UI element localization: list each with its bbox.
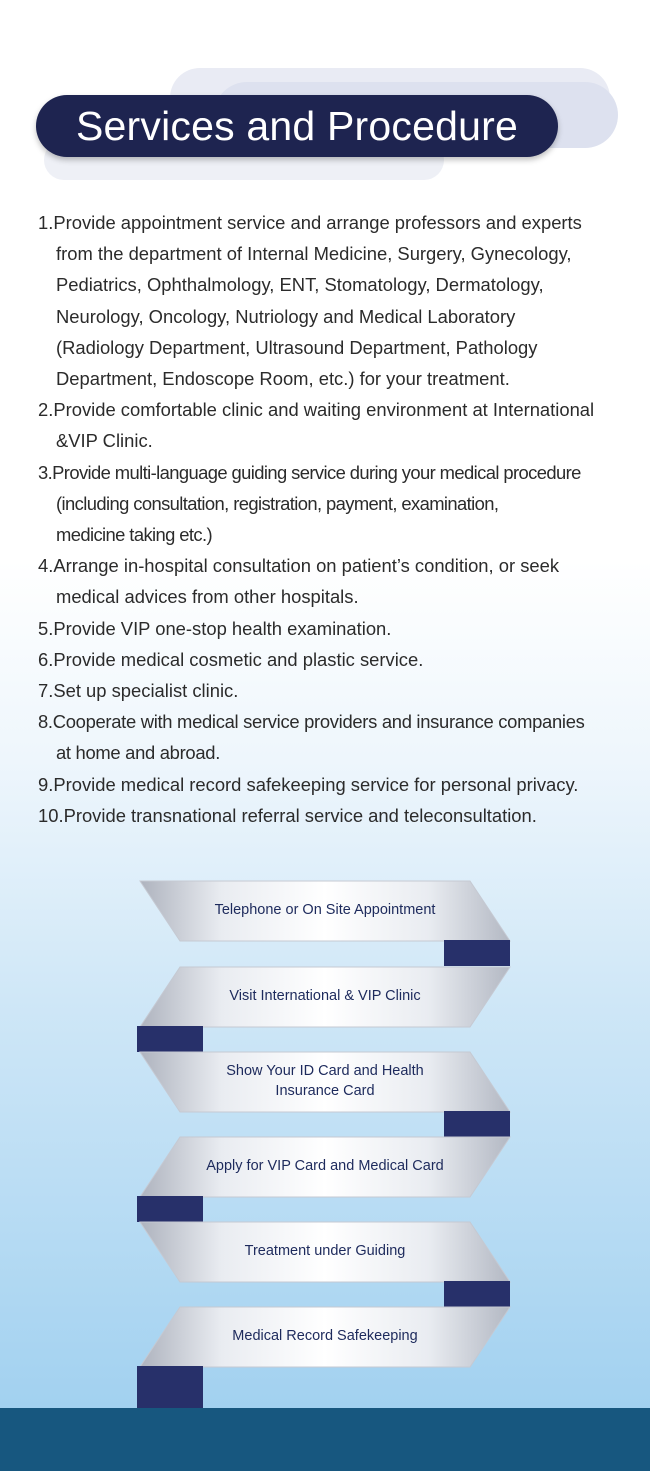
procedure-tab-6	[137, 1366, 203, 1410]
procedure-step-2: Visit International & VIP Clinic	[229, 988, 421, 1004]
procedure-tab-2	[137, 1026, 203, 1052]
procedure-tab-3	[444, 1111, 510, 1137]
service-item-8: 8.Cooperate with medical service providers and insurance companies at home and abroad.	[38, 711, 585, 764]
footer-bar	[0, 1408, 650, 1471]
procedure-step-5: Treatment under Guiding	[244, 1243, 406, 1259]
service-item-1: 1.Provide appointment service and arrange professors and experts from the department of Internal Medicine, Surgery, Gynecology, Pediatrics, Ophthalmology, ENT, Stomatology, Dermatology, Neurology, Oncology, Nutriology and Medical Laboratory (Radiology Department, Ultrasound Department, Pathology Department, Endoscope Room, etc.) for your treatment.	[38, 212, 582, 390]
service-item-6: 6.Provide medical cosmetic and plastic service.	[38, 648, 424, 670]
procedure-tab-5	[444, 1281, 510, 1307]
service-item-2: 2.Provide comfortable clinic and waiting environment at International &VIP Clinic.	[38, 399, 595, 452]
procedure-step-3: Show Your ID Card and Health Insurance Card	[226, 1063, 424, 1099]
service-item-10: 10.Provide transnational referral service and teleconsultation.	[38, 804, 537, 826]
page-title: Services and Procedure	[76, 103, 518, 149]
service-item-4: 4.Arrange in-hospital consultation on patient’s condition, or seek medical advices from other hospitals.	[38, 555, 560, 608]
procedure-step-4: Apply for VIP Card and Medical Card	[206, 1158, 444, 1174]
service-item-9: 9.Provide medical record safekeeping service for personal privacy.	[38, 773, 579, 795]
procedure-tab-4	[137, 1196, 203, 1222]
service-item-3: 3.Provide multi-language guiding service during your medical procedure (including consultation, registration, payment, examination, medicine taking etc.)	[38, 461, 581, 546]
procedure-step-6: Medical Record Safekeeping	[232, 1328, 418, 1344]
service-item-7: 7.Set up specialist clinic.	[38, 680, 239, 702]
procedure-step-1: Telephone or On Site Appointment	[214, 902, 436, 918]
service-item-5: 5.Provide VIP one-stop health examination.	[38, 617, 392, 639]
procedure-tab-1	[444, 940, 510, 966]
